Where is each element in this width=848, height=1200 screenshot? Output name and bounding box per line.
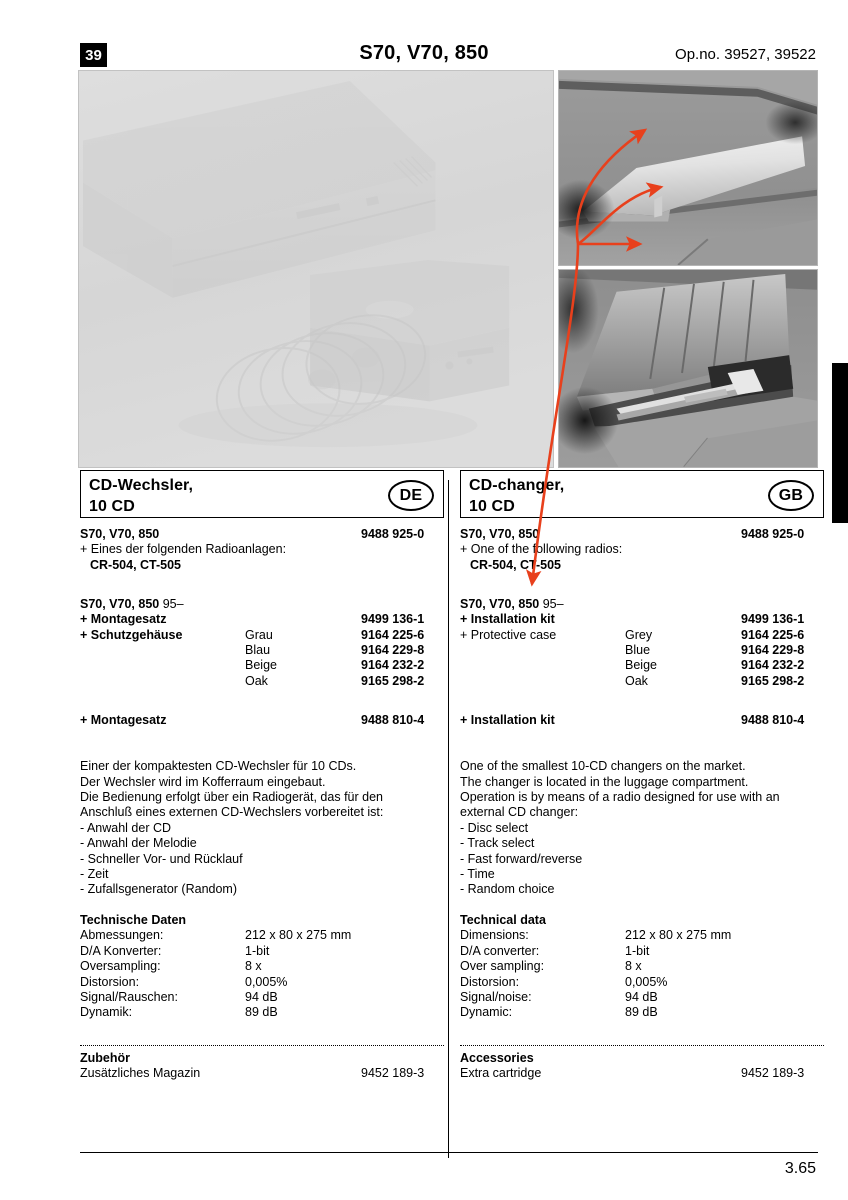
table-row	[80, 628, 444, 643]
spacer	[80, 573, 444, 588]
row-variant: Oak	[245, 673, 268, 688]
spacer	[460, 573, 824, 588]
spec-value: 0,005%	[625, 974, 668, 989]
description-line: - Disc select	[460, 820, 529, 835]
photo-compartment-open	[558, 269, 818, 468]
accessory-number: 9452 189-3	[741, 1066, 805, 1081]
intro-model-de: S70, V70, 850	[80, 527, 160, 541]
description-line: external CD changer:	[460, 805, 579, 820]
title-gb-line1: CD-changer,	[469, 477, 565, 494]
spacer	[460, 744, 824, 759]
row-number: 9499 136-1	[741, 612, 805, 627]
spec-key: Abmessungen:	[80, 928, 164, 943]
row-number: 9488 810-4	[361, 713, 425, 728]
photo-cd-changer-product	[78, 70, 554, 468]
spec-value: 94 dB	[245, 989, 278, 1004]
title-box-gb	[460, 470, 824, 518]
spec-row	[460, 1005, 824, 1020]
description-gb	[460, 759, 824, 898]
row-number: 9488 810-4	[741, 713, 805, 728]
tech-heading-gb: Technical data	[460, 913, 546, 928]
description-line: One of the smallest 10-CD changers on the market.	[460, 759, 746, 774]
spec-row	[80, 928, 444, 943]
spec-value: 8 x	[625, 959, 642, 974]
spec-row	[460, 990, 824, 1005]
title-de-line2: 10 CD	[89, 498, 135, 515]
table-row	[460, 612, 824, 627]
spec-value: 212 x 80 x 275 mm	[245, 928, 352, 943]
spec-value: 212 x 80 x 275 mm	[625, 928, 732, 943]
footer-page-number: 3.65	[784, 1160, 816, 1177]
group-model-row-de	[80, 597, 444, 612]
spacer	[80, 744, 444, 759]
row-variant: Beige	[245, 658, 277, 673]
table-row	[460, 628, 824, 643]
row-number: 9165 298-2	[741, 673, 805, 688]
accessories-heading-gb: Accessories	[460, 1051, 534, 1066]
spec-key: D/A converter:	[460, 943, 540, 958]
spacer	[460, 588, 824, 597]
intro-note-row-gb	[460, 542, 824, 557]
spec-value: 8 x	[245, 959, 262, 974]
spec-key: Dynamic:	[460, 1005, 513, 1020]
extra-row-gb	[460, 713, 824, 728]
spec-row	[460, 959, 824, 974]
intro-note-row-de	[80, 542, 444, 557]
table-row	[80, 674, 444, 689]
spec-row	[460, 944, 824, 959]
row-number: 9499 136-1	[361, 612, 425, 627]
spec-key: Dynamik:	[80, 1005, 133, 1020]
photo-block	[78, 70, 818, 468]
language-badge-gb: GB	[768, 480, 814, 511]
intro-model-gb: S70, V70, 850	[460, 527, 540, 541]
description-line: The changer is located in the luggage compartment.	[460, 774, 749, 789]
accessory-row	[80, 1066, 444, 1081]
accessories-heading-de: Zubehör	[80, 1051, 130, 1066]
description-de	[80, 759, 444, 898]
table-row	[460, 643, 824, 658]
body-gb	[460, 518, 824, 1082]
accessory-row	[460, 1066, 824, 1081]
intro-model-row-de	[80, 527, 444, 542]
spacer	[80, 704, 444, 713]
description-line: - Time	[460, 867, 495, 881]
spec-key: Distorsion:	[80, 974, 140, 989]
intro-radios-gb: CR-504, CT-505	[470, 557, 562, 572]
column-gb	[460, 470, 824, 1082]
description-line: - Zufallsgenerator (Random)	[80, 882, 238, 897]
row-variant: Grey	[625, 627, 653, 642]
spec-row	[80, 975, 444, 990]
row-label: + Installation kit	[460, 713, 555, 728]
operation-number: Op.no. 39527, 39522	[675, 46, 816, 63]
spec-value: 1-bit	[245, 943, 270, 958]
description-line: Der Wechsler wird im Kofferraum eingebaut.	[80, 774, 326, 789]
spec-value: 1-bit	[625, 943, 650, 958]
description-line: - Anwahl der CD	[80, 820, 172, 835]
spec-row	[80, 959, 444, 974]
group-model-de: S70, V70, 850 95–	[80, 597, 184, 612]
spec-key: Signal/Rauschen:	[80, 989, 178, 1004]
body-de	[80, 518, 444, 1082]
column-divider	[448, 480, 449, 1158]
description-line: - Zeit	[80, 867, 109, 881]
page-header	[0, 0, 848, 68]
intro-radios-row-gb	[460, 558, 824, 573]
accessory-number: 9452 189-3	[361, 1066, 425, 1081]
page-title: S70, V70, 850	[359, 42, 489, 64]
intro-number-gb: 9488 925-0	[741, 527, 805, 541]
accessory-name: Extra cartridge	[460, 1066, 542, 1081]
intro-model-row-gb	[460, 527, 824, 542]
extra-row-de	[80, 713, 444, 728]
table-row	[80, 643, 444, 658]
row-number: 9164 225-6	[361, 627, 425, 642]
row-variant: Beige	[625, 658, 657, 673]
intro-note-de: + Eines der folgenden Radioanlagen:	[80, 542, 287, 557]
row-number: 9164 232-2	[741, 658, 805, 673]
row-label: + Installation kit	[460, 612, 555, 627]
spec-key: Over sampling:	[460, 959, 545, 974]
group-model-row-gb	[460, 597, 824, 612]
table-row	[460, 674, 824, 689]
spec-row	[460, 928, 824, 943]
spec-key: Distorsion:	[460, 974, 520, 989]
spec-value: 89 dB	[625, 1005, 658, 1020]
description-line: - Schneller Vor- und Rücklauf	[80, 851, 243, 866]
spec-value: 89 dB	[245, 1005, 278, 1020]
spacer	[80, 1036, 444, 1045]
row-number: 9164 232-2	[361, 658, 425, 673]
language-badge-de: DE	[388, 480, 434, 511]
row-label: + Montagesatz	[80, 713, 167, 728]
description-line: - Fast forward/reverse	[460, 851, 583, 866]
spacer	[460, 1036, 824, 1045]
compartment-open-illustration	[559, 270, 817, 467]
description-line: Anschluß eines externen CD-Wechslers vorbereitet ist:	[80, 805, 384, 820]
group-model-gb: S70, V70, 850 95–	[460, 597, 564, 612]
row-number: 9164 229-8	[741, 643, 805, 658]
spec-key: Oversampling:	[80, 959, 161, 974]
spec-key: Signal/noise:	[460, 989, 532, 1004]
row-variant: Grau	[245, 627, 273, 642]
spec-row	[460, 975, 824, 990]
spacer	[460, 729, 824, 744]
row-number: 9164 229-8	[361, 643, 425, 658]
spacer	[460, 704, 824, 713]
title-de-line1: CD-Wechsler,	[89, 477, 194, 494]
cd-changer-illustration	[79, 71, 553, 467]
spec-key: Dimensions:	[460, 928, 529, 943]
spacer	[460, 1021, 824, 1036]
row-variant: Blue	[625, 643, 651, 658]
table-row	[80, 612, 444, 627]
title-box-de	[80, 470, 444, 518]
row-number: 9164 225-6	[741, 627, 805, 642]
intro-number-de: 9488 925-0	[361, 527, 425, 541]
row-label: + Montagesatz	[80, 612, 167, 627]
spacer	[460, 689, 824, 704]
spec-key: D/A Konverter:	[80, 943, 162, 958]
spec-value: 94 dB	[625, 989, 658, 1004]
photo-compartment-closed	[558, 70, 818, 266]
row-variant: Oak	[625, 673, 648, 688]
intro-note-gb: + One of the following radios:	[460, 542, 623, 557]
table-row	[80, 658, 444, 673]
spacer	[460, 898, 824, 913]
spec-value: 0,005%	[245, 974, 288, 989]
compartment-closed-illustration	[559, 71, 817, 265]
spacer	[80, 1021, 444, 1036]
table-row	[460, 658, 824, 673]
spacer	[80, 689, 444, 704]
description-line: Die Bedienung erfolgt über ein Radiogerät, das für den	[80, 789, 383, 804]
description-line: - Track select	[460, 836, 535, 851]
description-line: Einer der kompaktesten CD-Wechsler für 10 CDs.	[80, 759, 357, 774]
spacer	[80, 898, 444, 913]
row-number: 9165 298-2	[361, 673, 425, 688]
tech-heading-de: Technische Daten	[80, 913, 187, 928]
spec-row	[80, 1005, 444, 1020]
row-variant: Blau	[245, 643, 271, 658]
spec-row	[80, 990, 444, 1005]
spec-row	[80, 944, 444, 959]
description-line: - Anwahl der Melodie	[80, 836, 197, 851]
description-line: - Random choice	[460, 882, 555, 897]
footer-rule	[80, 1152, 818, 1153]
spacer	[80, 729, 444, 744]
title-gb-line2: 10 CD	[469, 498, 515, 515]
description-line: Operation is by means of a radio designed for use with an	[460, 789, 780, 804]
intro-radios-row-de	[80, 558, 444, 573]
content-columns	[0, 470, 848, 1160]
accessory-name: Zusätzliches Magazin	[80, 1066, 201, 1081]
column-de	[80, 470, 444, 1082]
row-label: + Protective case	[460, 627, 557, 642]
row-label: + Schutzgehäuse	[80, 627, 183, 642]
intro-radios-de: CR-504, CT-505	[90, 557, 182, 572]
spacer	[80, 588, 444, 597]
section-number-badge: 39	[80, 43, 107, 67]
